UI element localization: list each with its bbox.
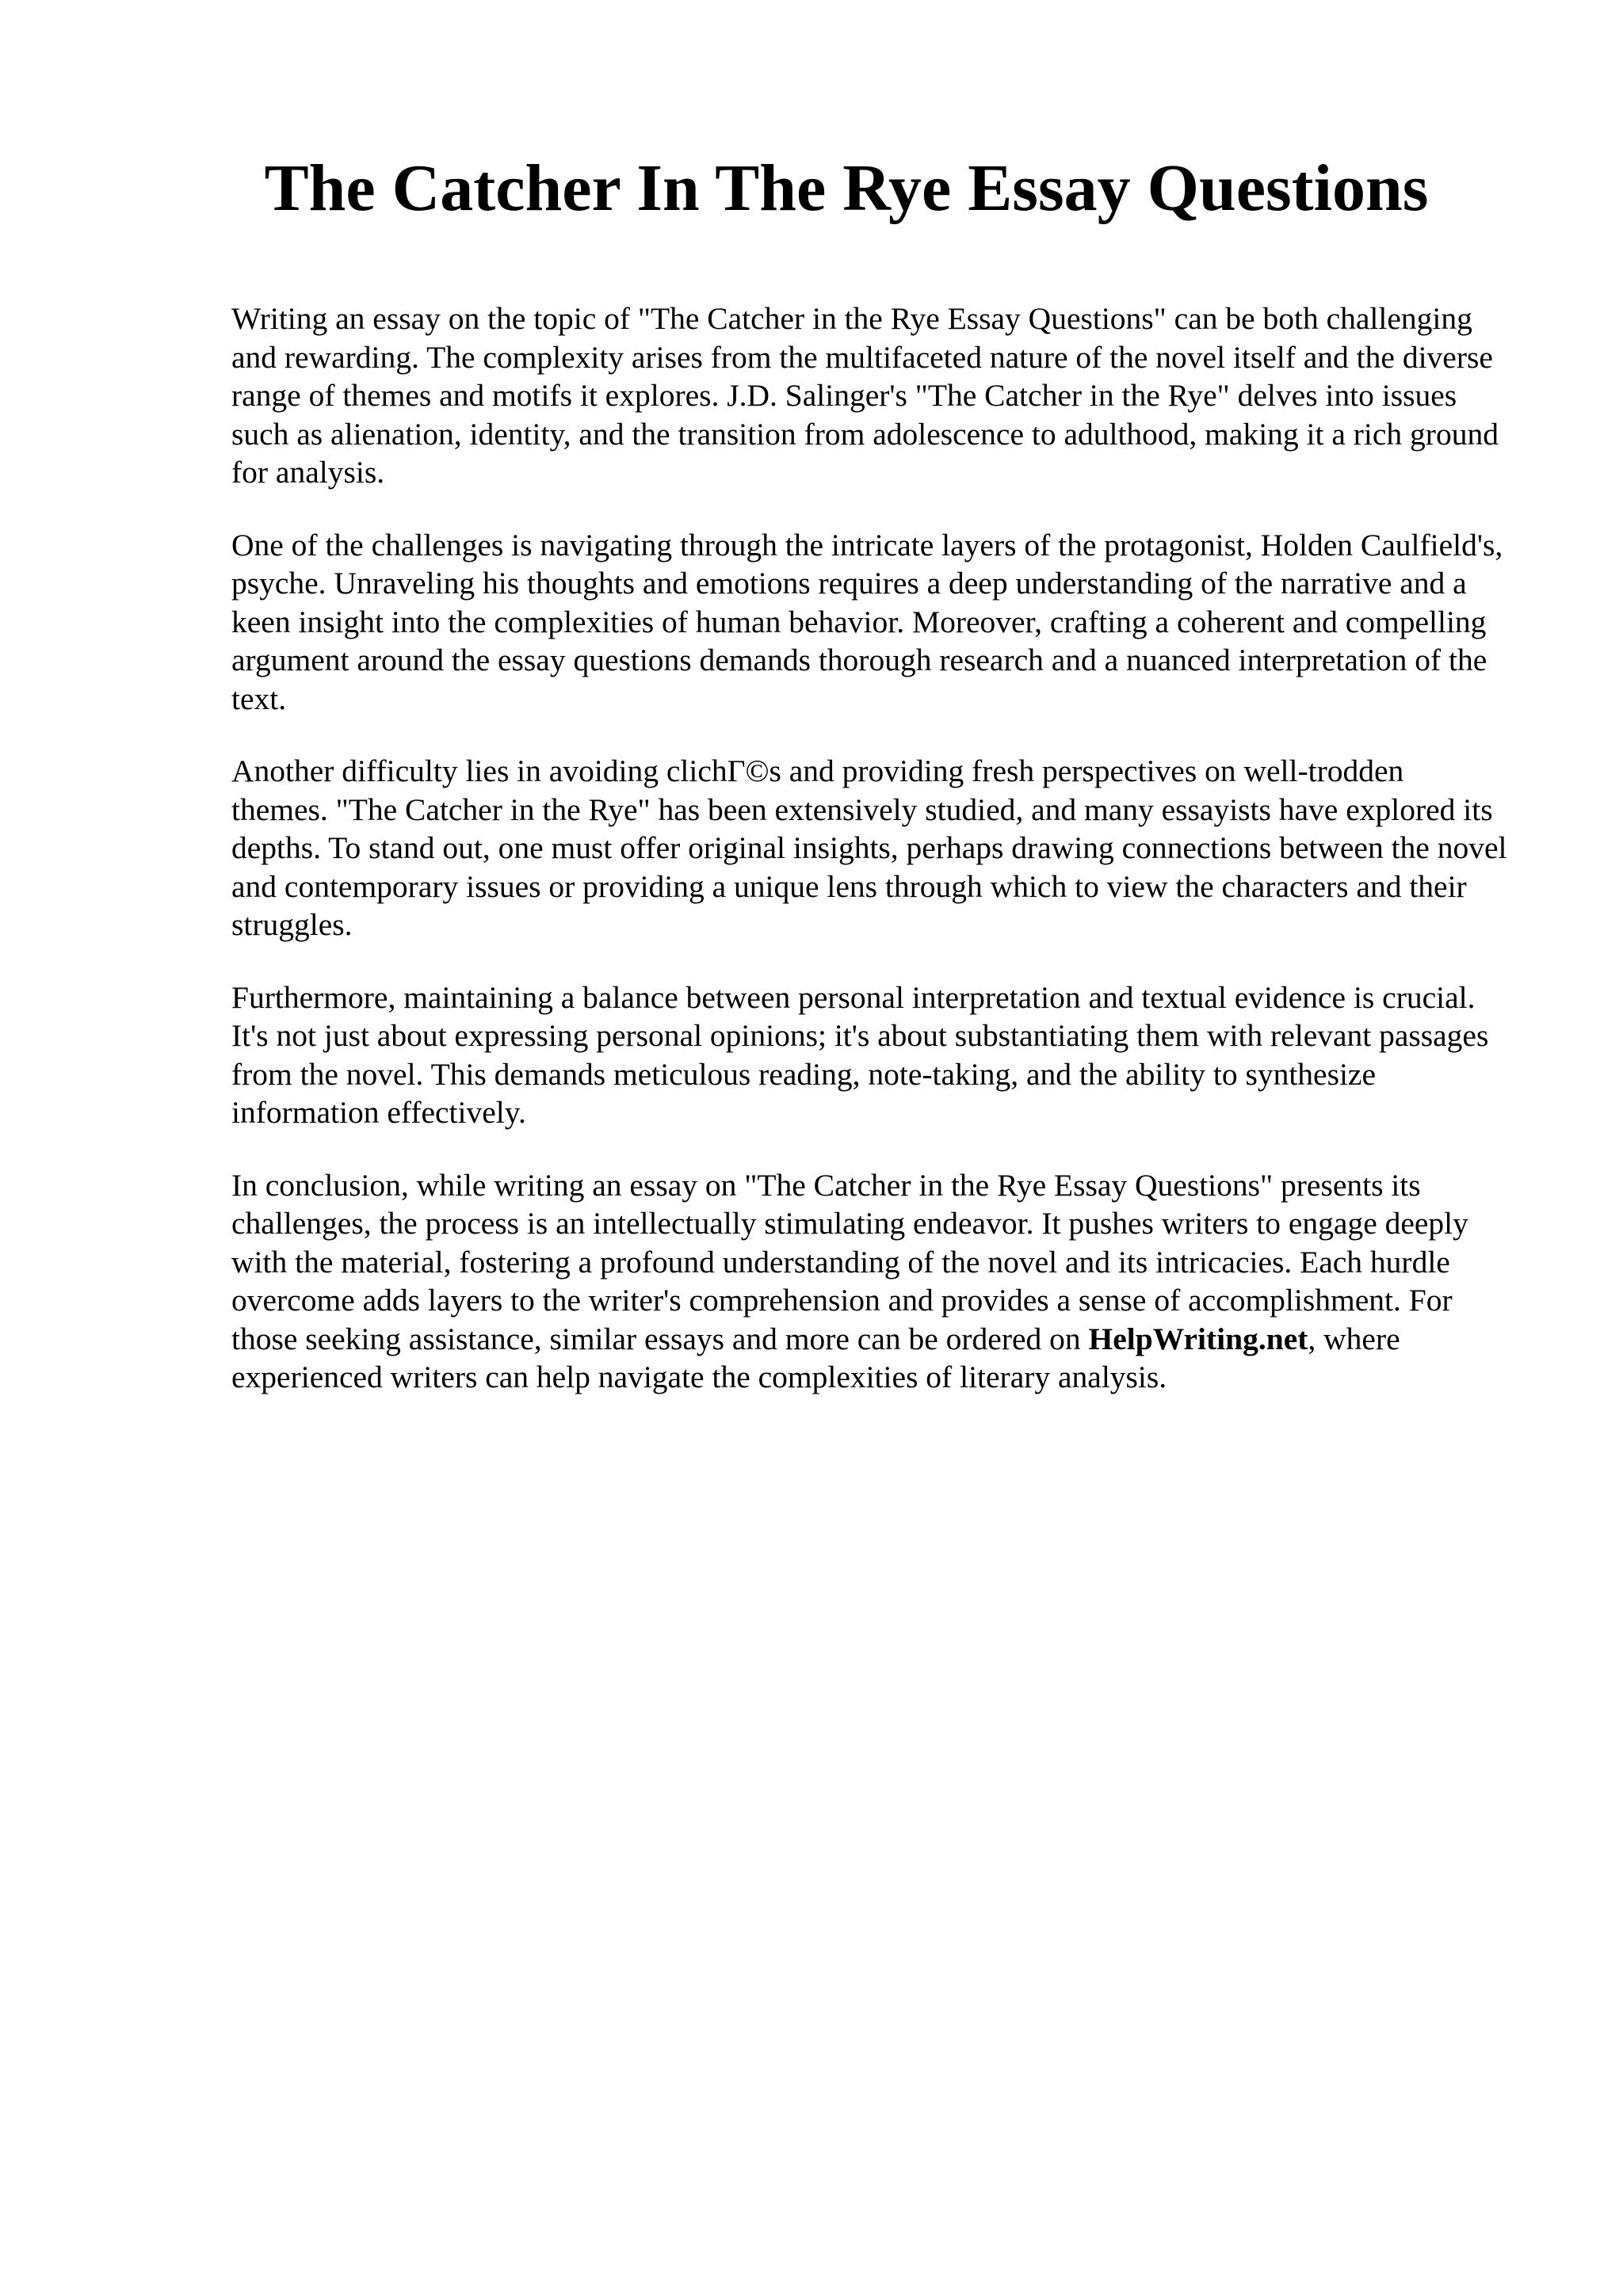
paragraph-4: Furthermore, maintaining a balance between personal interpretation and textual evidence is crucial. It's not just about expressing personal opinions; it's about substantiating them with relevant passages from the novel. This demands meticulous reading, note-taking, and the ability to synthesize information effectively. bbox=[231, 979, 1489, 1130]
paragraph-3: Another difficulty lies in avoiding clichΓ©s and providing fresh perspectives on well-trodden themes. "The Catcher in the Rye" has been extensively studied, and many essayists have explored its depths. To stand out, one must offer original insights, perhaps drawing connections between the novel and contemporary issues or providing a unique lens through which to view the characters and their struggles. bbox=[231, 753, 1507, 942]
brand-name: HelpWriting.net bbox=[1088, 1321, 1308, 1356]
conclusion-text-after: , where experienced writers can help navigate the complexities of literary analysis. bbox=[231, 1321, 1400, 1394]
document-body bbox=[231, 299, 1507, 1431]
document-title: The Catcher In The Rye Essay Questions bbox=[264, 151, 1429, 225]
paragraph-conclusion bbox=[231, 1166, 1507, 1397]
paragraph-2: One of the challenges is navigating through the intricate layers of the protagonist, Holden Caulfield's, psyche. Unraveling his thoughts and emotions requires a deep understanding of the narrative and a keen insight into the complexities of human behavior. Moreover, crafting a coherent and compelling argument around the essay questions demands thorough research and a nuanced interpretation of the text. bbox=[231, 527, 1503, 716]
conclusion-text-before: In conclusion, while writing an essay on "The Catcher in the Rye Essay Questions" presents its challenges, the process is an intellectually stimulating endeavor. It pushes writers to engage deeply with the material, fostering a profound understanding of the novel and its intricacies. Each hurdle overcome adds layers to the writer's comprehension and provides a sense of accomplishment. For those seeking assistance, similar essays and more can be ordered on bbox=[231, 1167, 1468, 1356]
paragraph-1: Writing an essay on the topic of "The Catcher in the Rye Essay Questions" can be both challenging and rewarding. The complexity arises from the multifaceted nature of the novel itself and the diverse range of themes and motifs it explores. J.D. Salinger's "The Catcher in the Rye" delves into issues such as alienation, identity, and the transition from adolescence to adulthood, making it a rich ground for analysis. bbox=[231, 301, 1499, 490]
